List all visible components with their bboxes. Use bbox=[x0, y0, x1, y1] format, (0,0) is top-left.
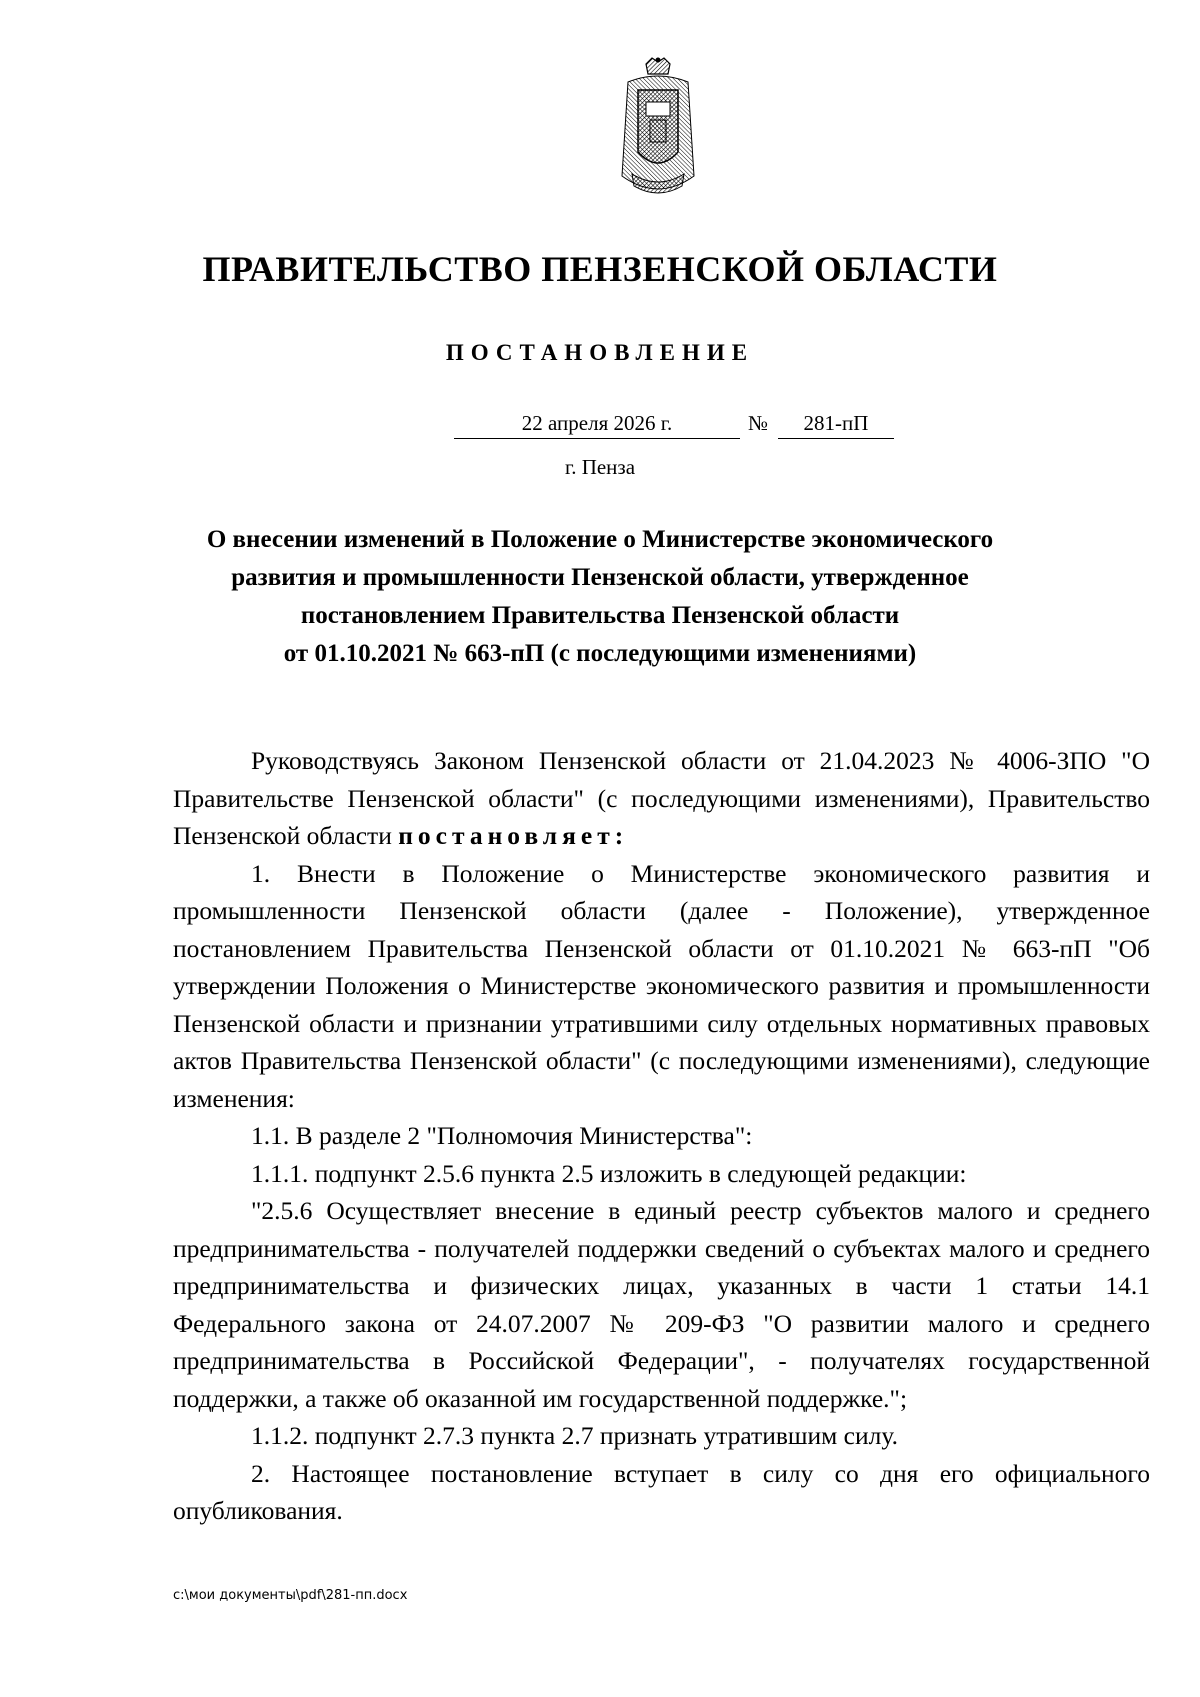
body-paragraph-item-1: 1. Внести в Положение о Министерстве экономического развития и промышленности Пензенской области (далее - Положение), утвержденное постановлением Правительства Пензенской области от 01.10.2021 № 663-пП "Об утверждении Положения о Министерстве экономического развития и промышленности Пензенской области и признании утратившими силу отдельных нормативных правовых актов Правительства Пензенской области" (с последующими изменениями), следующие изменения: bbox=[173, 858, 1150, 1113]
body-paragraph-item-1-1-1: 1.1.1. подпункт 2.5.6 пункта 2.5 изложить в следующей редакции: bbox=[251, 1158, 967, 1188]
document-type: ПОСТАНОВЛЕНИЕ bbox=[445, 340, 755, 365]
subject-line: развития и промышленности Пензенской области, утвержденное bbox=[231, 564, 969, 591]
subject-line: постановлением Правительства Пензенской области bbox=[300, 602, 900, 629]
body-paragraph-item-1-1-2: 1.1.2. подпункт 2.7.3 пункта 2.7 признать утратившим силу. bbox=[251, 1421, 898, 1450]
body-paragraph-item-1-1: 1.1. В разделе 2 "Полномочия Министерства": bbox=[251, 1121, 753, 1150]
document-body bbox=[173, 742, 1150, 1530]
body-paragraph-item-2: 2. Настоящее постановление вступает в силу со дня его официального опубликования. bbox=[173, 1458, 1150, 1525]
number-sign: № bbox=[748, 411, 769, 435]
subject-line: О внесении изменений в Положение о Министерстве экономического bbox=[206, 526, 994, 553]
document-number: 281-пП bbox=[778, 411, 894, 439]
document-subject bbox=[150, 521, 1050, 673]
subject-line: от 01.10.2021 № 663-пП (с последующими изменениями) bbox=[283, 640, 917, 667]
preamble-text: Руководствуясь Законом Пензенской области от 21.04.2023 № 4006-ЗПО "О Правительстве Пензенской области" (с последующими изменениями), Правительство Пензенской области bbox=[173, 746, 1150, 850]
coat-of-arms-emblem bbox=[608, 56, 708, 206]
decree-word: постановляет: bbox=[398, 821, 629, 850]
organization-title: ПРАВИТЕЛЬСТВО ПЕНЗЕНСКОЙ ОБЛАСТИ bbox=[202, 249, 998, 289]
document-date: 22 апреля 2026 г. bbox=[454, 411, 740, 439]
file-path-footer: c:\мои документы\pdf\281-пп.docx bbox=[173, 1588, 408, 1603]
body-paragraph-quote: "2.5.6 Осуществляет внесение в единый реестр субъектов малого и среднего предпринимательства - получателей поддержки сведений о субъектах малого и среднего предпринимательства и физических лицах, указанных в части 1 статьи 14.1 Федерального закона от 24.07.2007 № 209-ФЗ "О развитии малого и среднего предпринимательства в Российской Федерации", - получателях государственной поддержки, а также об оказанной им государственной поддержке."; bbox=[173, 1196, 1150, 1413]
body-paragraph-preamble bbox=[173, 742, 1150, 855]
document-city: г. Пенза bbox=[564, 455, 636, 479]
